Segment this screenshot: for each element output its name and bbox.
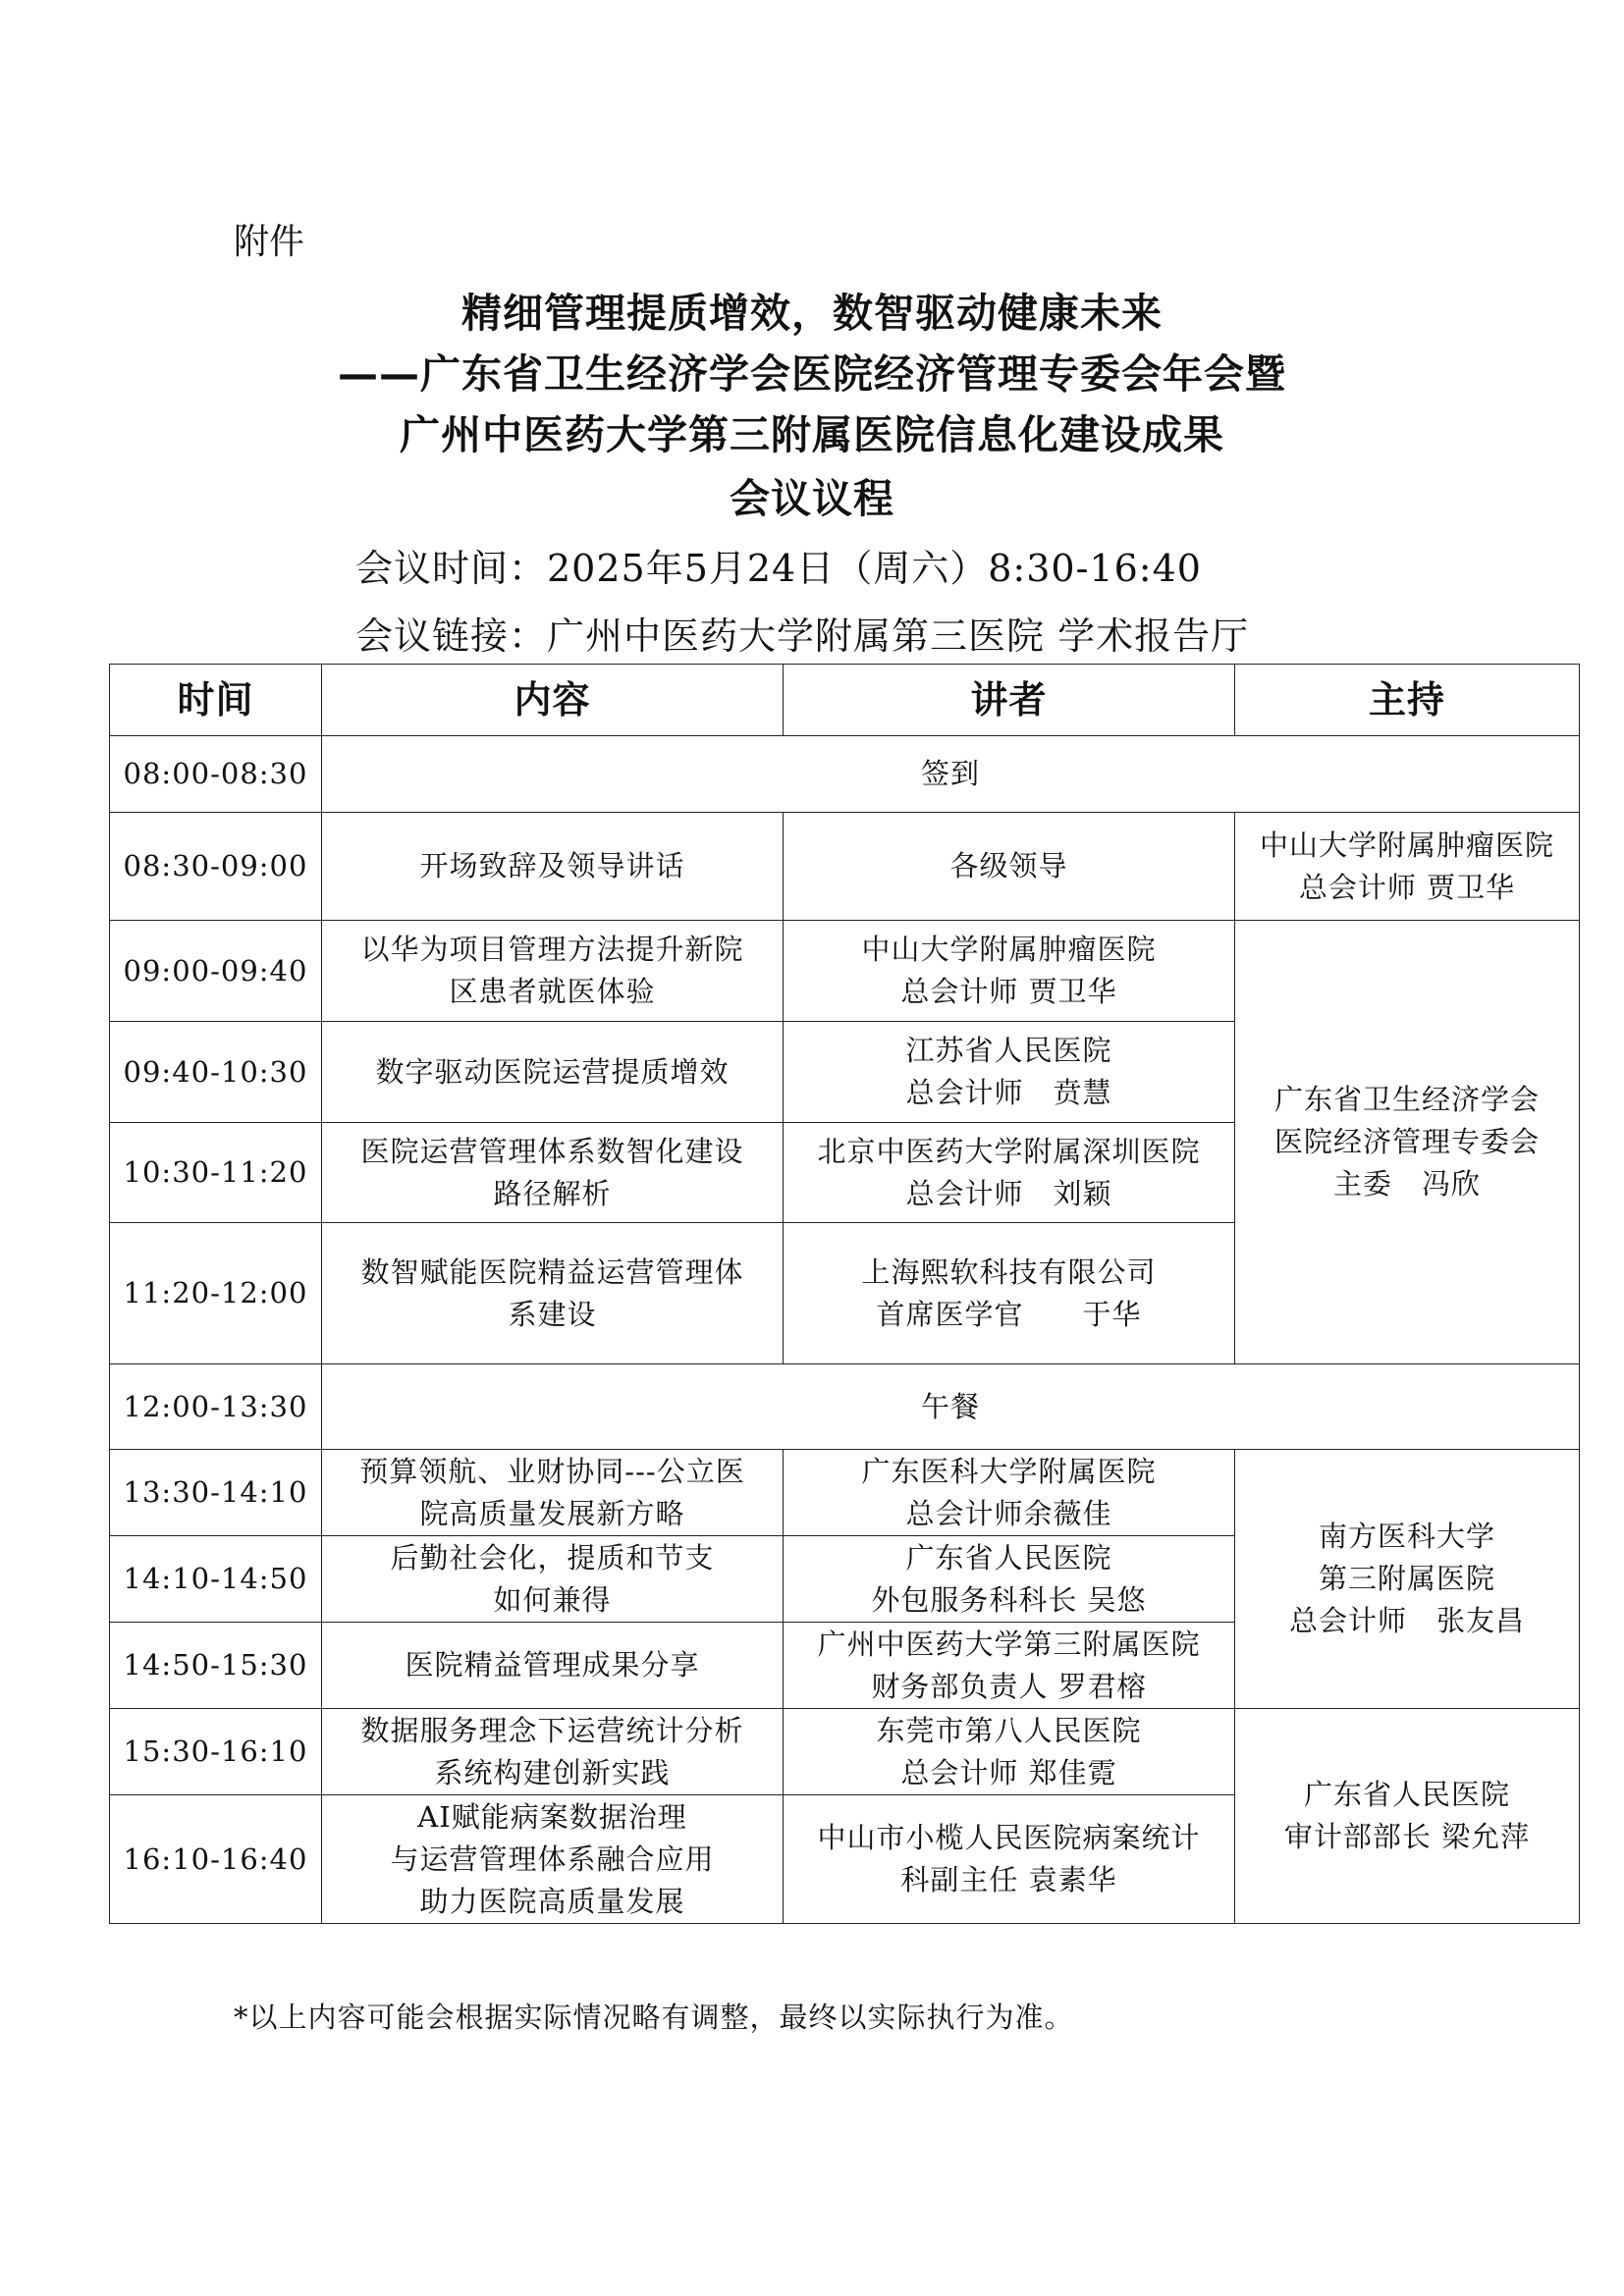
header-time: 时间 [110, 665, 322, 736]
table-row [110, 736, 1580, 813]
row-content: AI赋能病案数据治理 与运营管理体系融合应用 助力医院高质量发展 [322, 1795, 784, 1924]
row-speaker: 广州中医药大学第三附属医院 财务部负责人 罗君榕 [784, 1623, 1235, 1709]
title-line-3: 广州中医药大学第三附属医院信息化建设成果 [400, 411, 1224, 458]
footnote: *以上内容可能会根据实际情况略有调整，最终以实际执行为准。 [234, 2001, 1074, 2034]
row-time: 11:20-12:00 [110, 1223, 322, 1364]
row-time: 12:00-13:30 [110, 1364, 322, 1450]
row-time: 14:50-15:30 [110, 1623, 322, 1709]
meeting-link: 会议链接：广州中医药大学附属第三医院 学术报告厅 [355, 614, 1250, 658]
row-speaker: 广东医科大学附属医院 总会计师余薇佳 [784, 1450, 1235, 1536]
row-speaker: 东莞市第八人民医院 总会计师 郑佳霓 [784, 1709, 1235, 1795]
row-time: 10:30-11:20 [110, 1123, 322, 1223]
row-time: 09:00-09:40 [110, 921, 322, 1022]
table-row [110, 921, 1580, 1022]
row-time: 09:40-10:30 [110, 1022, 322, 1123]
row-span-text: 签到 [322, 736, 1580, 813]
table-header-row [110, 665, 1580, 736]
row-content: 数据服务理念下运营统计分析 系统构建创新实践 [322, 1709, 784, 1795]
row-time: 14:10-14:50 [110, 1536, 322, 1623]
header-content: 内容 [322, 665, 784, 736]
row-time: 08:00-08:30 [110, 736, 322, 813]
header-speaker: 讲者 [784, 665, 1235, 736]
row-speaker: 江苏省人民医院 总会计师 贲慧 [784, 1022, 1235, 1123]
row-time: 15:30-16:10 [110, 1709, 322, 1795]
row-span-text: 午餐 [322, 1364, 1580, 1450]
row-time: 08:30-09:00 [110, 813, 322, 921]
row-speaker: 中山市小榄人民医院病案统计 科副主任 袁素华 [784, 1795, 1235, 1924]
row-host: 南方医科大学 第三附属医院 总会计师 张友昌 [1235, 1450, 1580, 1709]
row-content: 预算领航、业财协同---公立医 院高质量发展新方略 [322, 1450, 784, 1536]
row-content: 后勤社会化，提质和节支 如何兼得 [322, 1536, 784, 1623]
title-line-1: 精细管理提质增效，数智驱动健康未来 [461, 290, 1163, 337]
table-row [110, 813, 1580, 921]
attachment-label: 附件 [234, 222, 305, 262]
row-speaker: 中山大学附属肿瘤医院 总会计师 贾卫华 [784, 921, 1235, 1022]
title-line-4: 会议议程 [730, 475, 894, 522]
row-speaker: 上海熙软科技有限公司 首席医学官 于华 [784, 1223, 1235, 1364]
row-host: 中山大学附属肿瘤医院 总会计师 贾卫华 [1235, 813, 1580, 921]
row-content: 数智赋能医院精益运营管理体 系建设 [322, 1223, 784, 1364]
meeting-time: 会议时间：2025年5月24日（周六）8:30-16:40 [355, 547, 1202, 590]
row-content: 开场致辞及领导讲话 [322, 813, 784, 921]
header-host: 主持 [1235, 665, 1580, 736]
row-speaker: 广东省人民医院 外包服务科科长 吴悠 [784, 1536, 1235, 1623]
title-line-2: ——广东省卫生经济学会医院经济管理专委会年会暨 [338, 350, 1286, 398]
table-row [110, 1709, 1580, 1795]
agenda-table [109, 664, 1580, 1924]
row-content: 数字驱动医院运营提质增效 [322, 1022, 784, 1123]
row-speaker: 各级领导 [784, 813, 1235, 921]
row-speaker: 北京中医药大学附属深圳医院 总会计师 刘颖 [784, 1123, 1235, 1223]
row-time: 13:30-14:10 [110, 1450, 322, 1536]
table-row [110, 1364, 1580, 1450]
row-content: 医院运营管理体系数智化建设 路径解析 [322, 1123, 784, 1223]
row-host: 广东省人民医院 审计部部长 梁允萍 [1235, 1709, 1580, 1924]
row-content: 以华为项目管理方法提升新院 区患者就医体验 [322, 921, 784, 1022]
table-row [110, 1450, 1580, 1536]
row-content: 医院精益管理成果分享 [322, 1623, 784, 1709]
row-host: 广东省卫生经济学会 医院经济管理专委会 主委 冯欣 [1235, 921, 1580, 1364]
row-time: 16:10-16:40 [110, 1795, 322, 1924]
